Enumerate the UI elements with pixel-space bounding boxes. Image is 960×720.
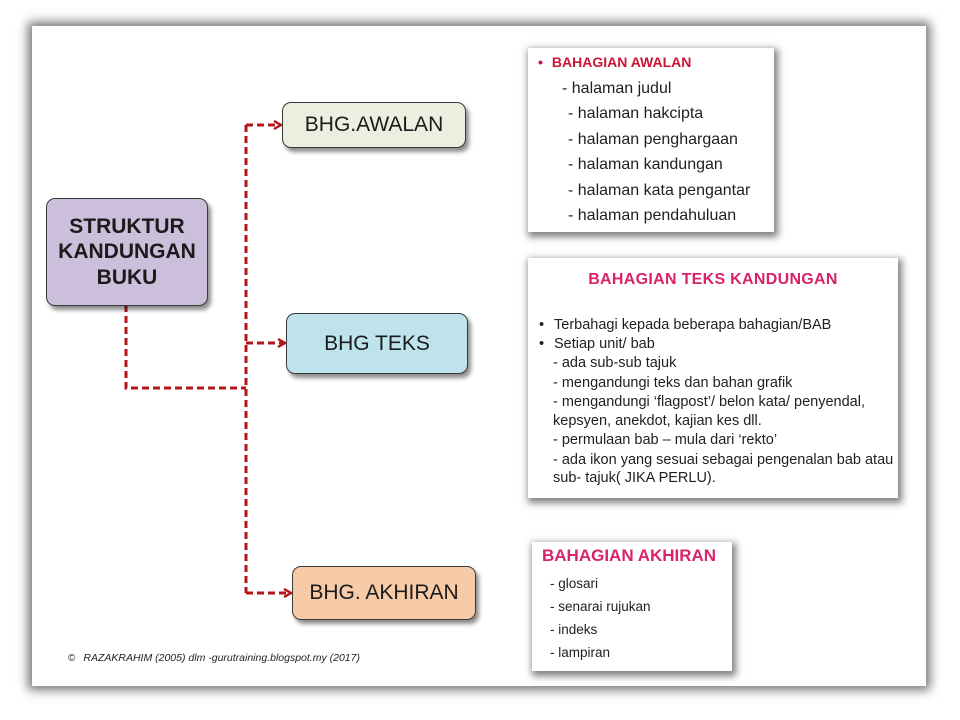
list-item: - lampiran <box>550 645 611 660</box>
sub-item: - mengandungi ‘flagpost’/ belon kata/ penyendal, kepsyen, anekdot, kajian kes dll. <box>553 394 865 429</box>
list-item: - halaman pendahuluan <box>568 206 737 224</box>
sub-item: - permulaan bab – mula dari ‘rekto’ <box>553 432 778 448</box>
main-node-line2: KANDUNGAN <box>58 240 196 264</box>
list-item: - halaman kandungan <box>568 156 723 174</box>
panel-bahagian-teks <box>528 258 898 498</box>
panel-teks-title: BAHAGIAN TEKS KANDUNGAN <box>588 271 838 288</box>
list-item: - halaman judul <box>562 80 672 97</box>
main-node-line1: STRUKTUR <box>69 215 185 239</box>
sub-item: - ada sub-sub tajuk <box>553 355 677 371</box>
connector-from-main <box>126 305 246 388</box>
panel-awalan-bullet: • <box>538 54 543 70</box>
sub-item: - mengandungi teks dan bahan grafik <box>553 374 793 391</box>
panel-awalan-title-text: BAHAGIAN AWALAN <box>551 54 692 70</box>
bullet-item: • Terbahagi kepada beberapa bahagian/BAB <box>539 316 894 335</box>
panel-awalan-title <box>538 54 691 70</box>
panel-akhiran-title: BAHAGIAN AKHIRAN <box>542 546 717 565</box>
copyright-text: RAZAKRAHIM (2005) dlm -gurutraining.blogspot.my (2017) <box>83 652 360 664</box>
list-item: - glosari <box>550 576 599 591</box>
main-node-line3: BUKU <box>96 265 158 289</box>
copyright-symbol: © <box>68 653 76 664</box>
list-item: - halaman hakcipta <box>568 105 704 123</box>
branch-node-awalan: BHG.AWALAN <box>282 102 466 148</box>
branch-node-akhiran: BHG. AKHIRAN <box>292 566 476 620</box>
main-node-struktur-kandungan-buku <box>46 198 208 306</box>
panel-awalan-list <box>562 76 751 228</box>
list-item: - senarai rujukan <box>550 599 651 614</box>
bullet-item: • Setiap unit/ bab <box>539 335 894 354</box>
panel-akhiran-list <box>550 572 651 664</box>
list-item: - halaman penghargaan <box>568 130 738 148</box>
list-item: - indeks <box>550 622 598 637</box>
sub-item: - ada ikon yang sesuai sebagai pengenalan bab atau sub- tajuk( JIKA PERLU). <box>553 451 894 486</box>
panel-bahagian-akhiran <box>532 542 732 671</box>
copyright-footer <box>68 652 360 664</box>
list-item: - halaman kata pengantar <box>568 181 751 199</box>
branch-node-teks: BHG TEKS <box>286 313 468 374</box>
panel-teks-body <box>539 316 894 488</box>
panel-bahagian-awalan <box>528 48 774 232</box>
